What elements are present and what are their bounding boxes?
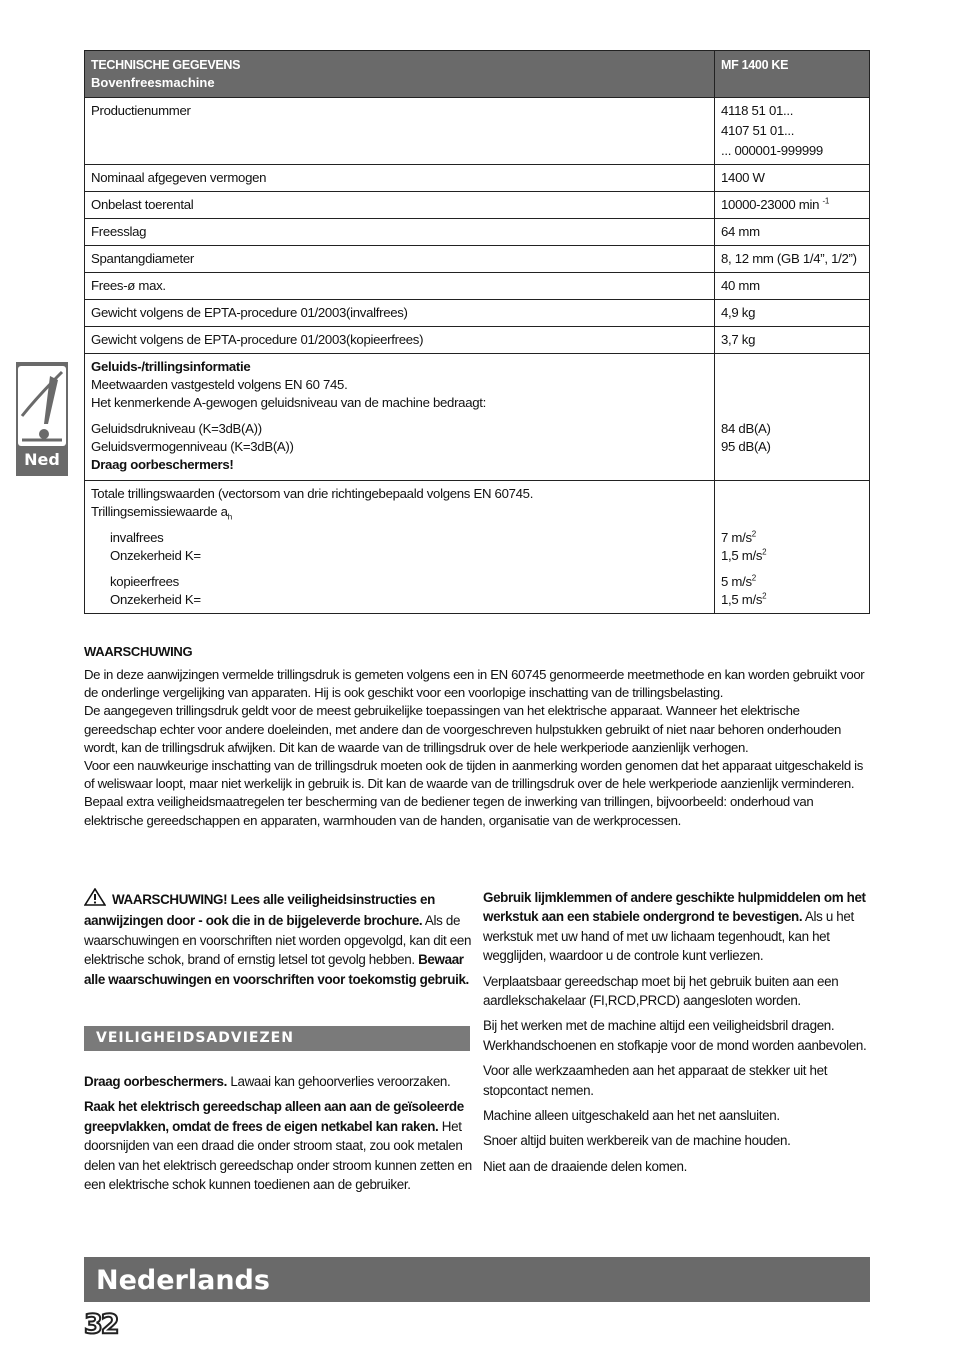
p-text: Lawaai kan gehoorverlies veroorzaken.	[227, 1074, 451, 1089]
noise-power-value: 95 dB(A)	[721, 439, 771, 454]
noise-row	[85, 354, 870, 481]
value-sup: 2	[762, 591, 767, 601]
footer-language-bar: Nederlands	[84, 1257, 870, 1302]
p-text: Het doorsnijden van een draad die onder stroom staat, zou ook metalen delen van het elektrisch gereedschap onder stroom kunnen zetten en een elektrische schok kunnen toedienen aan de gebruiker.	[84, 1118, 472, 1193]
warn-bold: WAARSCHUWING! Lees alle veiligheidsinstructies en aanwijzingen door - ook die in de bijgeleverde brochure.	[84, 892, 435, 929]
warning-paragraph: Voor een nauwkeurige inschatting van de trillingsdruk moeten ook de tijden in aanmerking worden genomen dat het apparaat uitgeschakeld is of weliswaar loopt, maar niet werkelijk in gebruik is. Dit kan de waarde van de trillingsdruk over de hele werkperiode aanzienlijk verminderen.	[84, 758, 863, 792]
section-heading: VEILIGHEIDSADVIEZEN	[84, 1026, 470, 1051]
p-bold: Draag oorbeschermers.	[84, 1074, 227, 1089]
page-number: 32	[84, 1309, 118, 1340]
vibration-line: Totale trillingswaarden (vectorsom van drie richtingebepaald volgens EN 60745.	[91, 486, 534, 501]
table-row	[85, 300, 870, 327]
table-row	[85, 98, 870, 165]
row-label: Frees-ø max.	[85, 273, 715, 300]
table-row	[85, 165, 870, 192]
warning-paragraph: Bepaal extra veiligheidsmaatregelen ter bescherming van de bediener tegen de inwerking van trillingen, bijvoorbeeld: onderhoud van elektrische gereedschappen en apparaten, warmhouden van de handen, organisatie van de werkprocessen.	[84, 794, 814, 828]
noise-pressure-value: 84 dB(A)	[721, 421, 771, 436]
header-title: TECHNISCHE GEGEVENS	[91, 58, 241, 72]
row-label: Gewicht volgens de EPTA-procedure 01/2003(invalfrees)	[85, 300, 715, 327]
warning-exclamation-icon	[18, 366, 66, 446]
value-sup: 2	[762, 547, 767, 557]
vibration-info	[85, 481, 715, 614]
row-label: Onbelast toerental	[85, 192, 715, 219]
table-row	[85, 246, 870, 273]
uncertainty-label: Onzekerheid K=	[110, 548, 201, 563]
vibration-line	[91, 503, 708, 521]
safety-paragraph	[84, 1072, 474, 1091]
plunge-uncertainty	[721, 547, 863, 565]
warning-triangle-icon	[84, 888, 106, 911]
warn-bold2: Bewaar alle waarschuwingen en voorschriften voor toekomstig gebruik.	[84, 952, 469, 987]
left-column	[84, 888, 474, 995]
safety-paragraph	[84, 1097, 474, 1194]
row-value: 1400 W	[715, 165, 870, 192]
row-value: 8, 12 mm (GB 1/4”, 1/2”)	[715, 246, 870, 273]
noise-line: Meetwaarden vastgesteld volgens EN 60 745.	[91, 377, 348, 392]
technical-data-table	[84, 50, 870, 614]
row-value: 40 mm	[715, 273, 870, 300]
noise-power-label: Geluidsvermogenniveau (K=3dB(A))	[91, 439, 294, 454]
p-text: Als u het werkstuk met uw hand of met uw lichaam tegenhoudt, kan het wegglijden, waardoor u de controle kunt verliezen.	[483, 909, 854, 964]
copy-label: kopieerfrees	[110, 574, 179, 589]
warn-text: Als de waarschuwingen en voorschriften niet worden opgevolgd, kan dit een elektrische schok, brand of ernstig letsel tot gevolg hebben.	[84, 913, 472, 968]
vibration-values	[715, 481, 870, 614]
safety-warning-paragraph	[84, 888, 474, 989]
vibration-sub: h	[227, 512, 232, 522]
safety-paragraph	[483, 888, 871, 966]
language-label: Ned	[24, 450, 60, 469]
row-label: Productienummer	[85, 98, 715, 165]
table-header-model: MF 1400 KE	[715, 51, 870, 98]
noise-info	[85, 354, 715, 481]
table-row	[85, 327, 870, 354]
value-text: 1,5 m/s	[721, 592, 763, 607]
noise-pressure-label: Geluidsdrukniveau (K=3dB(A))	[91, 421, 262, 436]
safety-paragraph: Voor alle werkzaamheden aan het apparaat de stekker uit het stopcontact nemen.	[483, 1063, 828, 1098]
plunge-value	[721, 529, 863, 547]
row-value: 3,7 kg	[715, 327, 870, 354]
row-value: 4,9 kg	[715, 300, 870, 327]
value-text: 5 m/s	[721, 574, 752, 589]
value-line: ... 000001-999999	[721, 143, 823, 158]
warning-paragraph: De aangegeven trillingsdruk geldt voor de meest gebruikelijke toepassingen van het elektrische apparaat. Wanneer het elektrische gereedschap echter voor andere doeleinden, met andere dan de voorgeschreven hulpstukken gebruikt of niet naar behoren onderhouden wordt, kan de trillingsdruk afwijken. Dit kan de waarde van de trillingsdruk over de hele werkperiode aanzienlijk verhogen.	[84, 703, 841, 755]
copy-uncertainty	[721, 591, 863, 609]
warning-title: WAARSCHUWING	[84, 644, 193, 659]
row-value	[715, 192, 870, 219]
table-header-title	[85, 51, 715, 98]
language-tab	[16, 362, 68, 476]
row-label: Nominaal afgegeven vermogen	[85, 165, 715, 192]
noise-protect: Draag oorbeschermers!	[91, 457, 234, 472]
value-line: 4107 51 01...	[721, 123, 795, 138]
table-header-row	[85, 51, 870, 98]
row-value: 64 mm	[715, 219, 870, 246]
value-sup: 2	[751, 529, 756, 539]
left-column-safety	[84, 1072, 474, 1200]
value-sup: 2	[751, 573, 756, 583]
value-text: 1,5 m/s	[721, 548, 763, 563]
warning-paragraph: De in deze aanwijzingen vermelde trillingsdruk is gemeten volgens een in EN 60745 genormeerde meetmethode en kan worden gebruikt voor de onderlinge vergelijking van apparaten. Hij is ook geschikt voor een voorlopige inschatting van de trillingsbelasting.	[84, 667, 865, 701]
p-bold: Gebruik lijmklemmen of andere geschikte hulpmiddelen om het werkstuk aan een stabiele ondergrond te bevestigen.	[483, 890, 866, 925]
warning-body	[84, 666, 874, 830]
row-label: Freesslag	[85, 219, 715, 246]
safety-paragraph: Bij het werken met de machine altijd een veiligheidsbril dragen. Werkhandschoenen en stofkapje voor de mond worden aanbevolen.	[483, 1018, 867, 1053]
row-label: Spantangdiameter	[85, 246, 715, 273]
uncertainty-label: Onzekerheid K=	[110, 592, 201, 607]
safety-paragraph: Snoer altijd buiten werkbereik van de machine houden.	[483, 1133, 791, 1149]
safety-paragraph: Machine alleen uitgeschakeld aan het net aansluiten.	[483, 1108, 780, 1124]
value-text: 10000-23000 min	[721, 197, 820, 212]
noise-title: Geluids-/trillingsinformatie	[91, 359, 251, 374]
safety-paragraph: Verplaatsbaar gereedschap moet bij het gebruik buiten aan een aardlekschakelaar (FI,RCD,PRCD) aangesloten worden.	[483, 973, 839, 1009]
right-column	[483, 888, 871, 1182]
row-value	[715, 98, 870, 165]
p-bold: Raak het elektrisch gereedschap alleen aan aan de geïsoleerde greepvlakken, omdat de frees de eigen netkabel kan raken.	[84, 1099, 464, 1134]
safety-paragraph: Niet aan de draaiende delen komen.	[483, 1158, 687, 1174]
plunge-label: invalfrees	[110, 530, 164, 545]
table-row	[85, 192, 870, 219]
table-row	[85, 273, 870, 300]
noise-line: Het kenmerkende A-gewogen geluidsniveau van de machine bedraagt:	[91, 395, 487, 410]
vibration-emission-label: Trillingsemissiewaarde a	[91, 504, 228, 519]
value-line: 4118 51 01...	[721, 103, 794, 118]
noise-values	[715, 354, 870, 481]
vibration-row	[85, 481, 870, 614]
table-row	[85, 219, 870, 246]
value-text: 7 m/s	[721, 530, 752, 545]
copy-value	[721, 573, 863, 591]
header-subtitle: Bovenfreesmachine	[91, 75, 215, 90]
row-label: Gewicht volgens de EPTA-procedure 01/2003(kopieerfrees)	[85, 327, 715, 354]
value-sup: -1	[822, 196, 830, 206]
